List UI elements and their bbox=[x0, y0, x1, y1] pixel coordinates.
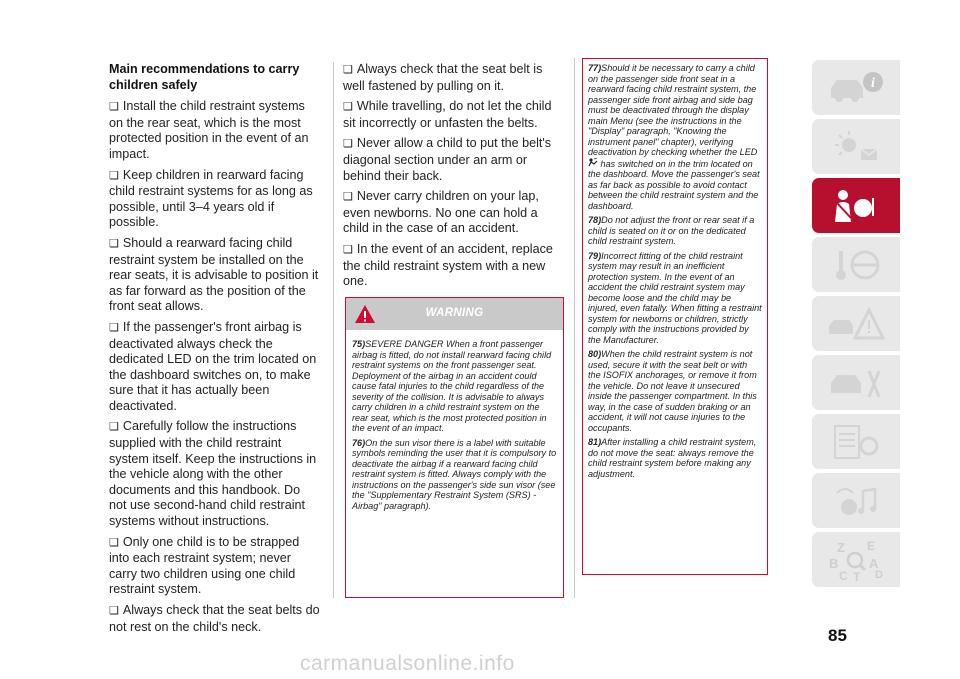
list-item: ❑ Always check that the seat belts do not rest on the child's neck. bbox=[109, 603, 321, 635]
list-item: ❑ While travelling, do not let the child sit incorrectly or unfasten the belts. bbox=[343, 99, 564, 131]
note-text: When the child restraint system is not used, secure it with the seat belt or with the ISOFIX anchorages, or remove it from the vehicle. Do not leave it unsecured inside the passenger compartment. In this way, in the case of sudden braking or an accident, it will not cause injuries to the occupants. bbox=[588, 349, 757, 433]
tab-multimedia[interactable] bbox=[812, 473, 900, 528]
note-text-cont: has switched on in the trim located on the dashboard. Move the passenger's seat as far back as possible to avoid contact between the child restraint system and the dashboard. bbox=[588, 158, 760, 211]
page-number: 85 bbox=[828, 626, 847, 645]
list-item: ❑ Should a rearward facing child restraint system be installed on the rear seats, it is advisable to position it as far forward as the position of the front seat allows. bbox=[109, 236, 321, 315]
dashboard-lights-icon bbox=[825, 127, 887, 167]
note-text: Incorrect fitting of the child restraint system may result in an inefficient protection system. In the event of an accident the child restraint system may become loose and the child may be injured, even fatally. When fitting a restraint system for newborns or children, strictly comply with the instructions provided by the Manufacturer. bbox=[588, 250, 762, 345]
car-info-icon bbox=[825, 68, 887, 108]
note-number: 77) bbox=[588, 63, 602, 73]
column-divider bbox=[574, 58, 575, 598]
tab-instrument-panel[interactable] bbox=[812, 119, 900, 174]
index-letter: A bbox=[869, 555, 879, 571]
index-letter: E bbox=[867, 538, 876, 553]
note-text: After installing a child restraint system, do not move the seat: always remove the child restraint system before making any adjustment. bbox=[588, 437, 757, 479]
index-letter: B bbox=[829, 555, 839, 571]
index-letter: D bbox=[875, 568, 883, 581]
note bbox=[588, 437, 762, 479]
column-divider bbox=[333, 62, 334, 598]
technical-data-icon bbox=[825, 422, 887, 462]
index-letter: Z bbox=[837, 539, 845, 555]
note bbox=[588, 349, 762, 433]
svg-text:i: i bbox=[871, 75, 875, 91]
chapter-tabs bbox=[812, 60, 900, 591]
notes-box bbox=[582, 58, 768, 575]
tab-in-an-emergency[interactable] bbox=[812, 296, 900, 351]
note-number: 80) bbox=[588, 349, 602, 359]
note-number: 78) bbox=[588, 215, 602, 225]
note-text: Do not adjust the front or rear seat if a child is seated on it or on the dedicated child restraint system. bbox=[588, 215, 755, 246]
list-item: ❑ If the passenger's front airbag is deactivated always check the dedicated LED on the trim located on the dashboard switches on, to make sure that it has actually been deactivated. bbox=[109, 320, 321, 415]
list-item: ❑ Never allow a child to put the belt's diagonal section under an arm or behind their back. bbox=[343, 136, 564, 184]
list-item: ❑ Carefully follow the instructions supplied with the child restraint system itself. Keep the instructions in the vehicle along with the other documents and this handbook. Do not use second-hand child restraint systems without instructions. bbox=[109, 419, 321, 529]
list-item: ❑ Only one child is to be strapped into each restraint system; never carry two children using one child restraint system. bbox=[109, 535, 321, 598]
airbag-off-led-icon bbox=[588, 158, 598, 167]
note-text: Should it be necessary to carry a child on the passenger side front seat in a rearward facing child restraint system, the passenger side front airbag and side bag must be deactivated through the display main Menu (see the instructions in the "Display" paragraph, "Knowing the instrument panel" chapter), verifying deactivation by checking whether the LED bbox=[588, 63, 758, 157]
tab-technical-data[interactable] bbox=[812, 414, 900, 469]
tab-index[interactable] bbox=[812, 532, 900, 587]
car-service-icon bbox=[825, 363, 887, 403]
note bbox=[588, 63, 762, 211]
list-item: ❑ Install the child restraint systems on the rear seat, which is the most protected position in the event of an impact. bbox=[109, 99, 321, 162]
key-steering-icon bbox=[825, 245, 887, 285]
warning-note bbox=[352, 339, 557, 434]
column-main-recommendations bbox=[109, 62, 321, 640]
warning-note bbox=[352, 438, 557, 512]
note-text: On the sun visor there is a label with suitable symbols reminding the user that it is compulsory to deactivate the airbag if a rearward facing child restraint system is fitted. Always comply with the instructions on the passenger's side sun visor (see the "Supplementary Restraint System (SRS) - Airbag" paragraph). bbox=[352, 437, 557, 511]
list-item: ❑ In the event of an accident, replace the child restraint system with a new one. bbox=[343, 242, 564, 290]
list-item: ❑ Never carry children on your lap, even newborns. No one can hold a child in the case of an accident. bbox=[343, 189, 564, 237]
seatbelt-airbag-icon bbox=[825, 186, 887, 226]
warning-header bbox=[346, 298, 563, 330]
note-number: 79) bbox=[588, 250, 602, 261]
tab-safety[interactable] bbox=[812, 178, 900, 233]
list-item: ❑ Keep children in rearward facing child restraint systems for as long as possible, until 3–4 years old if possible. bbox=[109, 168, 321, 231]
note-text: SEVERE DANGER When a front passenger airbag is fitted, do not install rearward facing child restraint systems on the front passenger seat. Deployment of the airbag in an accident could cause fatal injuries to the child regardless of the severity of the collision. It is advisable to always carry children in a child restraint system on the rear seat, which is the most protected position in the event of an impact. bbox=[352, 339, 552, 433]
tab-knowing-the-car[interactable] bbox=[812, 60, 900, 115]
warning-title: WARNING bbox=[425, 307, 484, 319]
warning-triangle-car-icon bbox=[825, 304, 887, 344]
tab-starting-and-driving[interactable] bbox=[812, 237, 900, 292]
multimedia-icon bbox=[825, 481, 887, 521]
column-recommendations-continued bbox=[343, 62, 564, 295]
list-item: ❑ Always check that the seat belt is well fastened by pulling on it. bbox=[343, 62, 564, 94]
tab-servicing-and-care[interactable] bbox=[812, 355, 900, 410]
index-letters-icon bbox=[825, 538, 887, 582]
watermark: carmanualsonline.info bbox=[300, 652, 515, 675]
note bbox=[588, 251, 762, 346]
index-letter: T bbox=[853, 569, 861, 582]
note bbox=[588, 215, 762, 247]
note-number: 76) bbox=[352, 437, 366, 448]
note-number: 81) bbox=[588, 437, 602, 447]
index-letter: C bbox=[839, 568, 848, 582]
section-heading: Main recommendations to carry children safely bbox=[109, 62, 300, 92]
warning-box bbox=[345, 297, 564, 598]
note-number: 75) bbox=[352, 339, 366, 349]
